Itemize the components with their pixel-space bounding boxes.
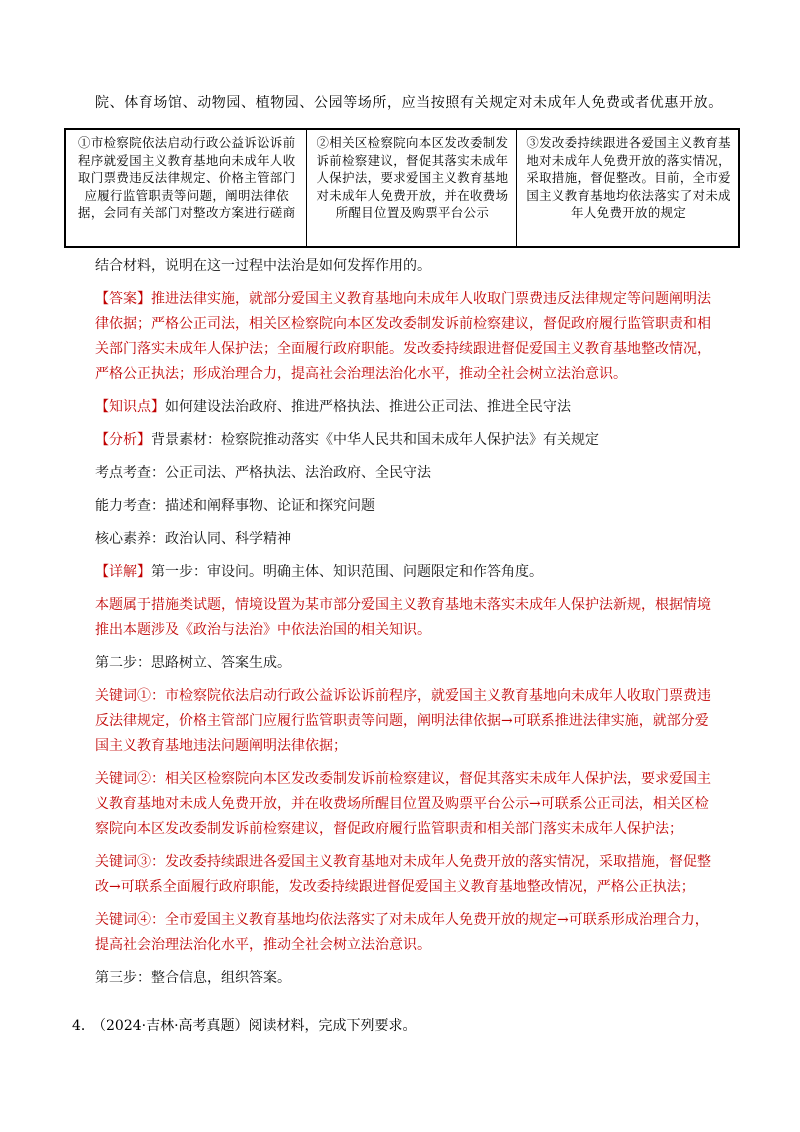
- flow-table: [64, 128, 740, 248]
- suyang-text: 核心素养：政治认同、科学精神: [95, 531, 291, 547]
- keyword-3: 关键词③：发改委持续跟进各爱国主义教育基地对未成年人免费开放的落实情况，采取措施，督促整改→可联系全面履行政府职能，发改委持续跟进督促爱国主义教育基地整改情况，严格公正执法；: [95, 854, 711, 895]
- nengli-text: 能力考查：描述和阐释事物、论证和探究问题: [95, 498, 375, 514]
- step3-text: 第三步：整合信息，组织答案。: [95, 970, 291, 986]
- flow-box-3: ③发改委持续跟进各爱国主义教育基地对未成年人免费开放的落实情况，采取措施，督促整改。目前，全市爱国主义教育基地均依法落实了对未成年人免费开放的规定: [526, 135, 731, 221]
- flow-box-1: ①市检察院依法启动行政公益诉讼诉前程序就爱国主义教育基地向未成年人收取门票费违反法律规定、价格主管部门应履行监管职责等问题，阐明法律依据，会同有关部门对整改方案进行磋商: [66, 130, 307, 246]
- detail-p2: 本题属于措施类试题，情境设置为某市部分爱国主义教育基地未落实未成年人保护法新规，根据情境推出本题涉及《政治与法治》中依法治国的相关知识。: [95, 597, 711, 638]
- answer-label: 【答案】: [95, 291, 151, 307]
- analysis-text: 背景素材：检察院推动落实《中华人民共和国未成年人保护法》有关规定: [151, 432, 599, 448]
- detail-paragraph: [95, 560, 715, 585]
- detail-text: 第一步：审设问。明确主体、知识范围、问题限定和作答角度。: [151, 564, 543, 580]
- step2-text: 第二步：思路树立、答案生成。: [95, 655, 291, 671]
- analysis-label: 【分析】: [95, 432, 151, 448]
- keyword-2: 关键词②：相关区检察院向本区发改委制发诉前检察建议，督促其落实未成年人保护法，要求爱国主义教育基地对未成人免费开放，并在收费场所醒目位置及购票平台公示→可联系公正司法，相关区检察院向本区发改委制发诉前检察建议，督促政府履行监管职责和相关部门落实未成年人保护法；: [95, 771, 711, 837]
- question-number: 4．: [72, 1018, 95, 1034]
- next-question: [72, 1014, 732, 1038]
- analysis-paragraph: [95, 428, 715, 453]
- keyword-1: 关键词①：市检察院依法启动行政公益诉讼诉前程序，就爱国主义教育基地向未成年人收取门票费违反法律规定，价格主管部门应履行监管职责等问题，阐明法律依据→可联系推进法律实施，就部分爱国主义教育基地违法问题阐明法律依据；: [95, 688, 711, 754]
- question-source: （2024·吉林·高考真题）阅读材料，完成下列要求。: [92, 1018, 417, 1034]
- detail-label: 【详解】: [95, 564, 151, 580]
- knowledge-label: 【知识点】: [95, 399, 165, 415]
- keyword-4: 关键词④：全市爱国主义教育基地均依法落实了对未成年人免费开放的规定→可联系形成治理合力，提高社会治理法治化水平，推动全社会树立法治意识。: [95, 912, 709, 953]
- kaodian-text: 考点考查：公正司法、严格执法、法治政府、全民守法: [95, 465, 431, 481]
- question-text: 结合材料，说明在这一过程中法治是如何发挥作用的。: [95, 258, 431, 274]
- answer-text: 推进法律实施，就部分爱国主义教育基地向未成年人收取门票费违反法律规定等问题阐明法律依据；严格公正司法，相关区检察院向本区发改委制发诉前检察建议，督促政府履行监管职责和相关部门落实未成年人保护法；全面履行政府职能。发改委持续跟进督促爱国主义教育基地整改情况，严格公正执法；形成治理合力，提高社会治理法治化水平，推动全社会树立法治意识。: [95, 291, 711, 382]
- solution-body: [95, 254, 715, 999]
- knowledge-paragraph: [95, 395, 715, 420]
- flow-box-2: ②相关区检察院向本区发改委制发诉前检察建议，督促其落实未成年人保护法，要求爱国主义教育基地对未成年人免费开放，并在收费场所醒目位置及购票平台公示: [307, 130, 518, 246]
- answer-paragraph: [95, 287, 715, 387]
- intro-line: 院、体育场馆、动物园、植物园、公园等场所，应当按照有关规定对未成年人免费或者优惠开放。: [95, 95, 723, 111]
- knowledge-text: 如何建设法治政府、推进严格执法、推进公正司法、推进全民守法: [165, 399, 571, 415]
